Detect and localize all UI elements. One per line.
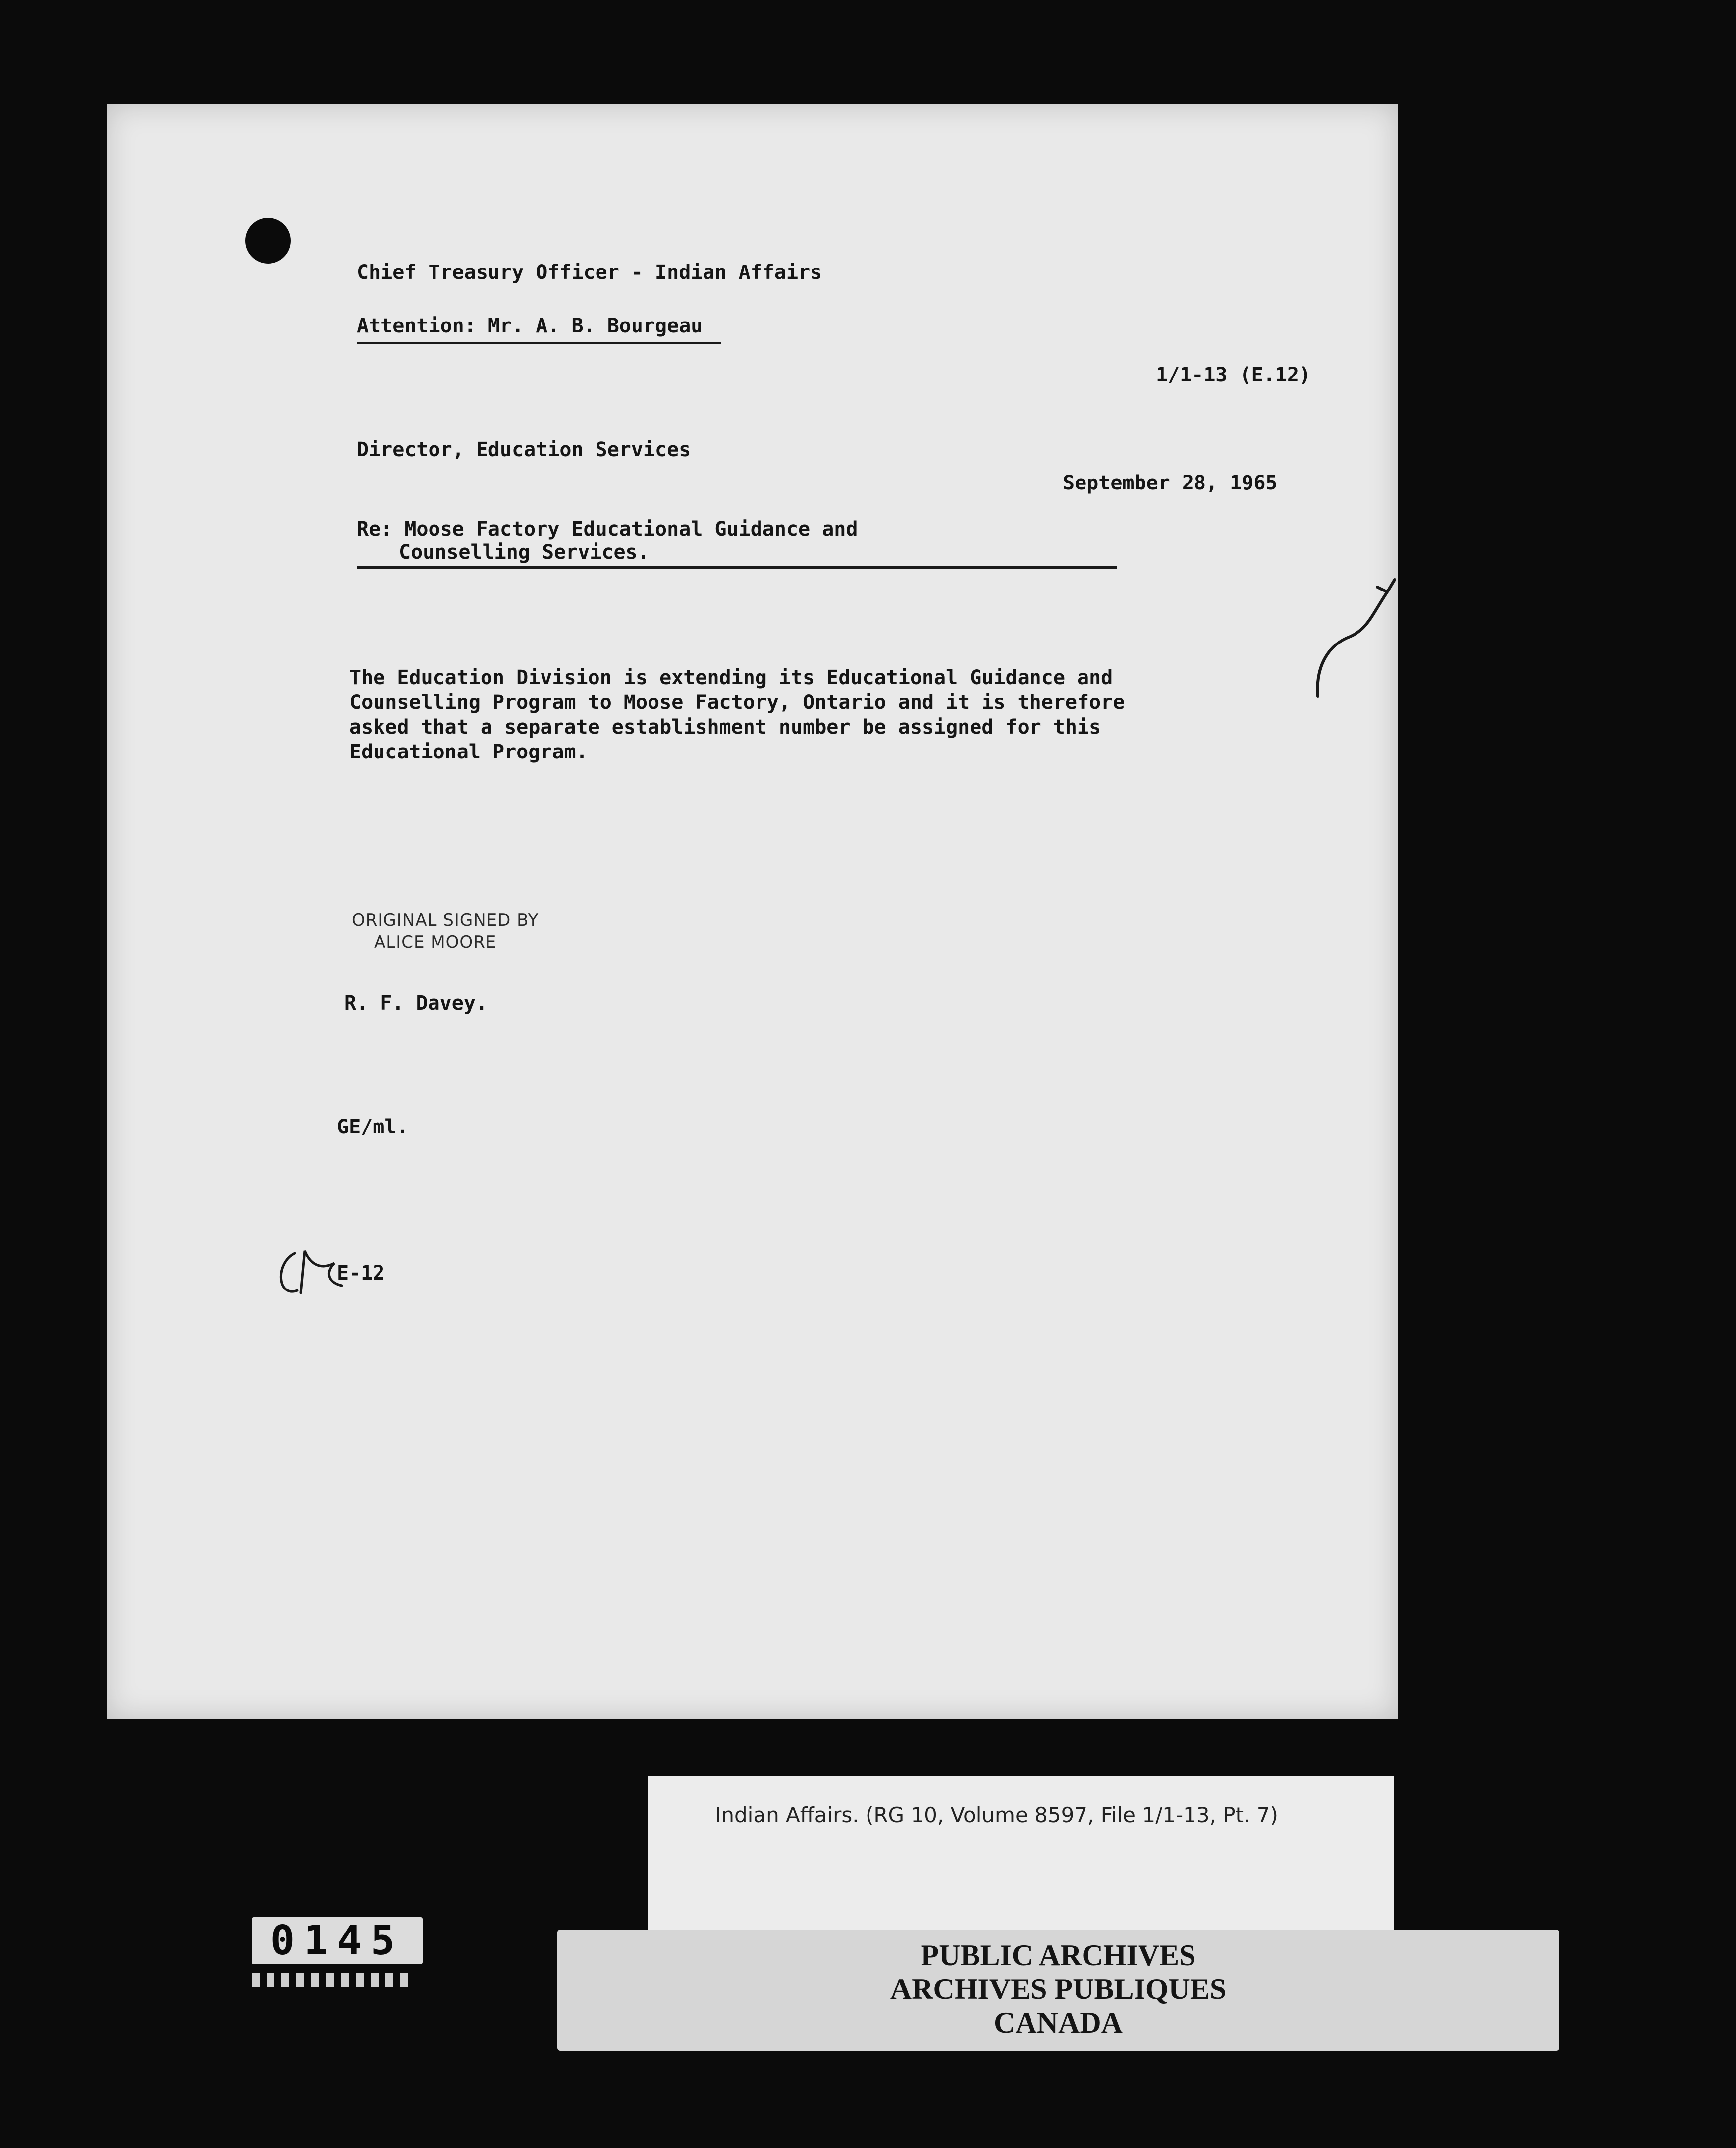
archive-label-strip <box>557 1930 1559 2051</box>
memo-attention-line: Attention: Mr. A. B. Bourgeau <box>357 315 703 337</box>
signatory-name: R. F. Davey. <box>344 992 488 1015</box>
file-reference: 1/1-13 (E.12) <box>1156 364 1311 386</box>
memo-date: September 28, 1965 <box>1063 472 1278 494</box>
punch-hole <box>245 218 291 264</box>
body-line: asked that a separate establishment number be assigned for this <box>349 716 1101 739</box>
counter-ticks <box>252 1973 423 1987</box>
frame-counter: 0145 <box>252 1917 423 1964</box>
attention-underline <box>357 342 721 344</box>
handwritten-check-mark <box>1271 485 1400 708</box>
archive-label-line-3: CANADA <box>994 2006 1123 2039</box>
body-line: Educational Program. <box>349 741 588 763</box>
signature-stamp-line-1: ORIGINAL SIGNED BY <box>352 911 539 930</box>
archive-citation: Indian Affairs. (RG 10, Volume 8597, File 1/1-13, Pt. 7) <box>715 1803 1278 1827</box>
memo-to-line: Chief Treasury Officer - Indian Affairs <box>357 261 822 284</box>
memo-page <box>107 104 1398 1719</box>
subject-line-1: Re: Moose Factory Educational Guidance and <box>357 518 858 540</box>
archive-label-line-2: ARCHIVES PUBLIQUES <box>890 1973 1227 2005</box>
archive-label-line-1: PUBLIC ARCHIVES <box>921 1939 1196 1972</box>
body-line: The Education Division is extending its Educational Guidance and <box>349 666 1113 689</box>
signature-stamp-line-2: ALICE MOORE <box>374 932 497 952</box>
archive-citation-card <box>648 1776 1394 1942</box>
memo-from-line: Director, Education Services <box>357 438 691 461</box>
subject-line-2: Counselling Services. <box>399 541 650 564</box>
handwritten-initials <box>270 1234 354 1308</box>
typist-initials: GE/ml. <box>337 1116 409 1138</box>
subject-underline <box>357 566 1117 569</box>
body-line: Counselling Program to Moose Factory, Ontario and it is therefore <box>349 691 1125 714</box>
file-mark: E-12 <box>337 1262 385 1285</box>
